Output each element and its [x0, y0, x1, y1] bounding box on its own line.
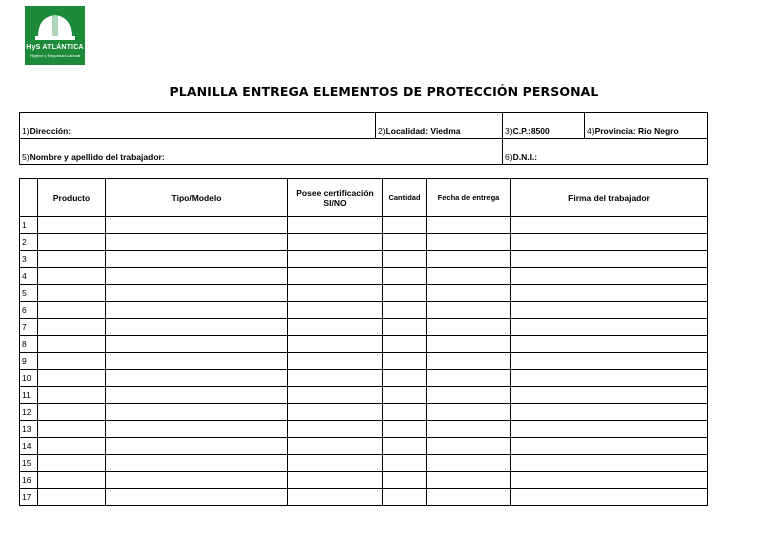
cell-producto[interactable] [38, 438, 106, 455]
cell-fecha-entrega[interactable] [427, 489, 511, 506]
field-number: 5) [22, 152, 30, 162]
cell-certificacion[interactable] [288, 404, 383, 421]
cell-firma[interactable] [511, 285, 708, 302]
cell-fecha-entrega[interactable] [427, 404, 511, 421]
row-number: 9 [20, 353, 38, 370]
table-row [20, 353, 708, 370]
cell-certificacion[interactable] [288, 319, 383, 336]
cell-tipo-modelo[interactable] [106, 455, 288, 472]
cell-cantidad[interactable] [383, 387, 427, 404]
row-number: 4 [20, 268, 38, 285]
cell-cantidad[interactable] [383, 319, 427, 336]
row-number: 7 [20, 319, 38, 336]
cell-fecha-entrega[interactable] [427, 421, 511, 438]
cell-producto[interactable] [38, 387, 106, 404]
cell-tipo-modelo[interactable] [106, 336, 288, 353]
cell-fecha-entrega[interactable] [427, 370, 511, 387]
cell-cantidad[interactable] [383, 438, 427, 455]
cell-fecha-entrega[interactable] [427, 217, 511, 234]
cell-cantidad[interactable] [383, 353, 427, 370]
row-number: 14 [20, 438, 38, 455]
cell-cantidad[interactable] [383, 455, 427, 472]
cell-certificacion[interactable] [288, 217, 383, 234]
cell-producto[interactable] [38, 353, 106, 370]
cell-producto[interactable] [38, 268, 106, 285]
cell-firma[interactable] [511, 217, 708, 234]
row-number: 3 [20, 251, 38, 268]
cell-fecha-entrega[interactable] [427, 387, 511, 404]
cell-cantidad[interactable] [383, 268, 427, 285]
cell-certificacion[interactable] [288, 353, 383, 370]
direccion-field[interactable] [20, 113, 376, 139]
row-number: 5 [20, 285, 38, 302]
cell-cantidad[interactable] [383, 421, 427, 438]
cell-tipo-modelo[interactable] [106, 234, 288, 251]
cp-label: C.P.:8500 [512, 126, 550, 136]
row-number: 2 [20, 234, 38, 251]
nombre-label: Nombre y apellido del trabajador: [29, 152, 165, 162]
cell-fecha-entrega[interactable] [427, 302, 511, 319]
table-row [20, 387, 708, 404]
localidad-label: Localidad: Viedma [385, 126, 461, 136]
dni-label: D.N.I.: [512, 152, 538, 162]
cell-cantidad[interactable] [383, 234, 427, 251]
logo-subtitle: Higiene y Seguridad Laboral [29, 53, 81, 58]
field-number: 4) [587, 126, 595, 136]
cell-firma[interactable] [511, 421, 708, 438]
table-row [20, 472, 708, 489]
cell-firma[interactable] [511, 336, 708, 353]
cell-producto[interactable] [38, 234, 106, 251]
table-row [20, 421, 708, 438]
header-number [20, 179, 38, 217]
row-number: 12 [20, 404, 38, 421]
cell-firma[interactable] [511, 302, 708, 319]
cell-certificacion[interactable] [288, 285, 383, 302]
cell-cantidad[interactable] [383, 404, 427, 421]
cell-tipo-modelo[interactable] [106, 387, 288, 404]
cell-certificacion[interactable] [288, 234, 383, 251]
cell-tipo-modelo[interactable] [106, 472, 288, 489]
table-row [20, 302, 708, 319]
company-logo [25, 6, 85, 65]
cell-tipo-modelo[interactable] [106, 421, 288, 438]
field-number: 6) [505, 152, 513, 162]
cell-certificacion[interactable] [288, 251, 383, 268]
cell-producto[interactable] [38, 404, 106, 421]
cell-fecha-entrega[interactable] [427, 319, 511, 336]
cell-fecha-entrega[interactable] [427, 472, 511, 489]
row-number: 15 [20, 455, 38, 472]
cell-firma[interactable] [511, 489, 708, 506]
cell-producto[interactable] [38, 370, 106, 387]
table-row [20, 268, 708, 285]
table-row [20, 251, 708, 268]
hard-hat-icon [34, 11, 76, 43]
row-number: 17 [20, 489, 38, 506]
ppe-delivery-table [19, 178, 708, 506]
cell-producto[interactable] [38, 319, 106, 336]
table-row [20, 319, 708, 336]
direccion-label: Dirección: [29, 126, 72, 136]
cell-certificacion[interactable] [288, 268, 383, 285]
cell-firma[interactable] [511, 234, 708, 251]
cell-certificacion[interactable] [288, 472, 383, 489]
header-tipo-modelo: Tipo/Modelo [106, 179, 288, 217]
cell-producto[interactable] [38, 455, 106, 472]
cell-firma[interactable] [511, 472, 708, 489]
cell-fecha-entrega[interactable] [427, 336, 511, 353]
cell-producto[interactable] [38, 489, 106, 506]
page-title: PLANILLA ENTREGA ELEMENTOS DE PROTECCIÓN PERSONAL [169, 84, 599, 99]
cell-firma[interactable] [511, 319, 708, 336]
table-row [20, 404, 708, 421]
cell-firma[interactable] [511, 455, 708, 472]
field-number: 1) [22, 126, 30, 136]
cell-firma[interactable] [511, 387, 708, 404]
cell-tipo-modelo[interactable] [106, 438, 288, 455]
header-fecha-entrega: Fecha de entrega [427, 179, 511, 217]
cell-cantidad[interactable] [383, 285, 427, 302]
cell-firma[interactable] [511, 353, 708, 370]
cell-tipo-modelo[interactable] [106, 370, 288, 387]
cell-certificacion[interactable] [288, 455, 383, 472]
table-row [20, 234, 708, 251]
row-number: 6 [20, 302, 38, 319]
cell-tipo-modelo[interactable] [106, 489, 288, 506]
cell-certificacion[interactable] [288, 370, 383, 387]
cell-certificacion[interactable] [288, 387, 383, 404]
field-number: 3) [505, 126, 513, 136]
field-number: 2) [378, 126, 386, 136]
table-row [20, 217, 708, 234]
provincia-field[interactable] [585, 113, 708, 139]
cell-cantidad[interactable] [383, 336, 427, 353]
cell-certificacion[interactable] [288, 438, 383, 455]
cell-fecha-entrega[interactable] [427, 268, 511, 285]
cell-fecha-entrega[interactable] [427, 438, 511, 455]
table-row [20, 285, 708, 302]
cell-producto[interactable] [38, 336, 106, 353]
cell-fecha-entrega[interactable] [427, 251, 511, 268]
table-row [20, 489, 708, 506]
worker-info-table [19, 112, 708, 165]
cell-firma[interactable] [511, 268, 708, 285]
header-producto: Producto [38, 179, 106, 217]
cell-cantidad[interactable] [383, 302, 427, 319]
table-row [20, 336, 708, 353]
cell-producto[interactable] [38, 472, 106, 489]
cell-certificacion[interactable] [288, 302, 383, 319]
cell-firma[interactable] [511, 438, 708, 455]
row-number: 16 [20, 472, 38, 489]
cell-producto[interactable] [38, 251, 106, 268]
header-certificacion: Posee certificación SI/NO [288, 179, 383, 217]
cell-firma[interactable] [511, 404, 708, 421]
header-cantidad: Cantidad [383, 179, 427, 217]
row-number: 8 [20, 336, 38, 353]
cell-fecha-entrega[interactable] [427, 285, 511, 302]
cell-producto[interactable] [38, 421, 106, 438]
cell-producto[interactable] [38, 217, 106, 234]
row-number: 11 [20, 387, 38, 404]
cell-tipo-modelo[interactable] [106, 302, 288, 319]
row-number: 1 [20, 217, 38, 234]
cell-tipo-modelo[interactable] [106, 251, 288, 268]
cell-firma[interactable] [511, 251, 708, 268]
cell-tipo-modelo[interactable] [106, 268, 288, 285]
localidad-field[interactable] [376, 113, 503, 139]
cell-tipo-modelo[interactable] [106, 285, 288, 302]
row-number: 13 [20, 421, 38, 438]
cell-producto[interactable] [38, 285, 106, 302]
row-number: 10 [20, 370, 38, 387]
table-row [20, 438, 708, 455]
cell-cantidad[interactable] [383, 370, 427, 387]
cell-tipo-modelo[interactable] [106, 404, 288, 421]
cell-fecha-entrega[interactable] [427, 455, 511, 472]
cell-certificacion[interactable] [288, 421, 383, 438]
cell-cantidad[interactable] [383, 489, 427, 506]
provincia-label: Provincia: Rio Negro [594, 126, 679, 136]
table-header-row [20, 179, 708, 217]
cp-field[interactable] [503, 113, 585, 139]
dni-field[interactable] [503, 139, 708, 165]
cell-cantidad[interactable] [383, 251, 427, 268]
cell-producto[interactable] [38, 302, 106, 319]
cell-cantidad[interactable] [383, 217, 427, 234]
cell-tipo-modelo[interactable] [106, 217, 288, 234]
cell-certificacion[interactable] [288, 336, 383, 353]
table-row [20, 370, 708, 387]
logo-brand: HyS ATLÁNTICA [26, 44, 84, 51]
cell-tipo-modelo[interactable] [106, 353, 288, 370]
cell-fecha-entrega[interactable] [427, 234, 511, 251]
header-firma: Firma del trabajador [511, 179, 708, 217]
cell-cantidad[interactable] [383, 472, 427, 489]
cell-fecha-entrega[interactable] [427, 353, 511, 370]
cell-tipo-modelo[interactable] [106, 319, 288, 336]
cell-certificacion[interactable] [288, 489, 383, 506]
nombre-field[interactable] [20, 139, 503, 165]
cell-firma[interactable] [511, 370, 708, 387]
table-row [20, 455, 708, 472]
